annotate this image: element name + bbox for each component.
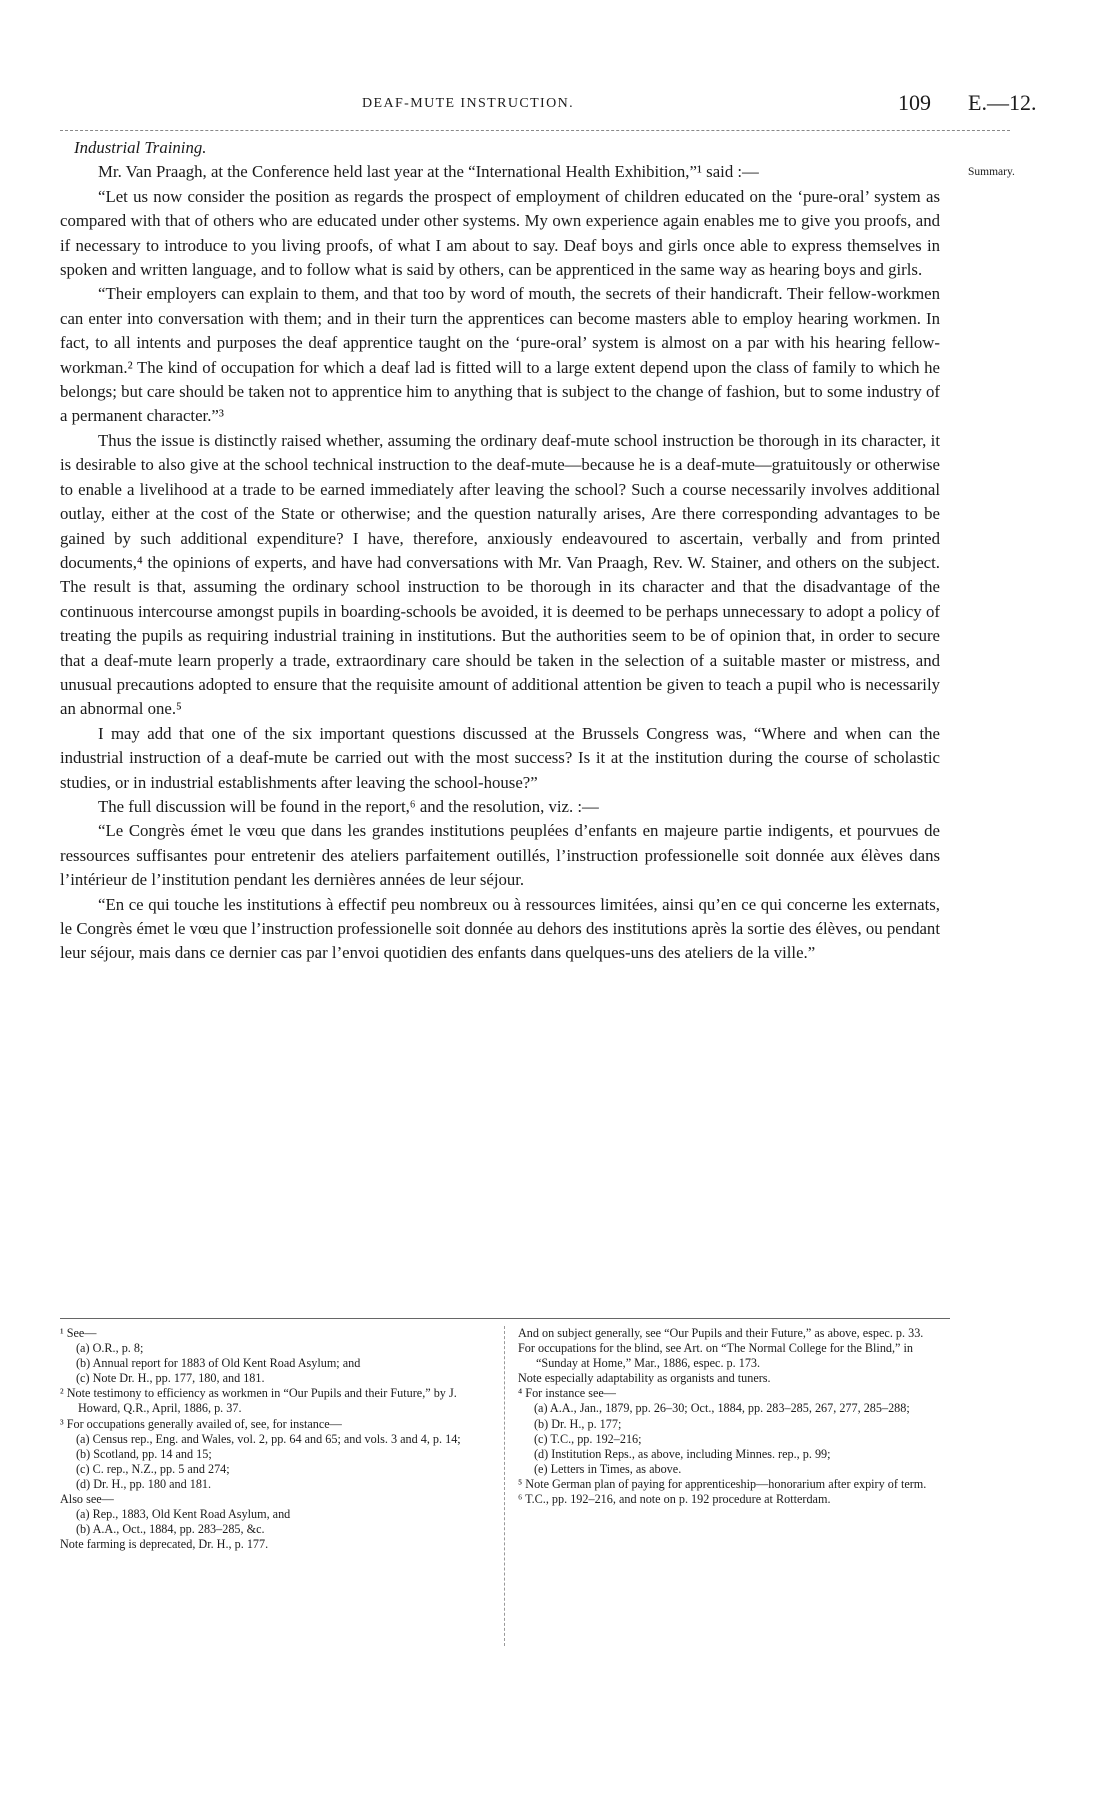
footnote-rule	[60, 1318, 950, 1319]
footnote: (a) Census rep., Eng. and Wales, vol. 2, pp. 64 and 65; and vols. 3 and 4, p. 14;	[76, 1431, 461, 1446]
footnote: ⁶ T.C., pp. 192–216, and note on p. 192 procedure at Rotterdam.	[518, 1492, 831, 1507]
footnote: (d) Dr. H., pp. 180 and 181.	[76, 1476, 212, 1491]
body-text	[60, 136, 940, 966]
footnote: Also see—	[60, 1492, 114, 1507]
running-header-title: DEAF-MUTE INSTRUCTION.	[362, 96, 575, 111]
footnote: (b) Scotland, pp. 14 and 15;	[76, 1446, 212, 1461]
paragraph: “Their employers can explain to them, and that too by word of mouth, the secrets of their handicraft. Their fellow-workmen can enter into conversation with them; and in their turn the apprentices can become masters able to employ hearing workmen. In fact, to all intents and purposes the deaf apprentice taught on the ‘pure-oral’ system is almost on a par with his hearing fellow-workman.² The kind of occupation for which a deaf lad is fitted will to a large extent depend upon the class of family to which he belongs; but care should be taken not to apprentice him to anything that is subject to the change of fashion, but to some industry of a permanent character.”³	[60, 284, 940, 426]
footnote: (e) Letters in Times, as above.	[534, 1461, 682, 1476]
footnote: (b) Annual report for 1883 of Old Kent Road Asylum; and	[76, 1356, 361, 1371]
footnote: (b) A.A., Oct., 1884, pp. 283–285, &c.	[76, 1522, 265, 1537]
footnote: (c) T.C., pp. 192–216;	[534, 1431, 642, 1446]
section-heading: Industrial Training.	[74, 138, 207, 157]
paragraph: Mr. Van Praagh, at the Conference held last year at the “International Health Exhibition,”¹ said :—	[98, 162, 759, 182]
footnote: Note farming is deprecated, Dr. H., p. 177.	[60, 1537, 269, 1552]
paragraph: “En ce qui touche les institutions à effectif peu nombreux ou à ressources limitées, ainsi qu’en ce qui concerne les externats, le Congrès émet le vœu que l’instruction professionelle soit donnée au dehors des institutions après la sortie des élèves, ou pendant leur séjour, mais dans ce dernier cas par l’envoi quotidien des enfants dans quelques-uns des ateliers de la ville.”	[60, 894, 940, 963]
header-rule	[60, 130, 1010, 131]
paragraph: The full discussion will be found in the report,⁶ and the resolution, viz. :—	[98, 796, 599, 816]
footnote: Note especially adaptability as organists and tuners.	[518, 1371, 771, 1386]
footnote: (c) C. rep., N.Z., pp. 5 and 274;	[76, 1461, 230, 1476]
footnotes-right	[518, 1326, 950, 1507]
footnote: (a) O.R., p. 8;	[76, 1341, 144, 1356]
footnote: ⁵ Note German plan of paying for apprenticeship—honorarium after expiry of term.	[518, 1476, 927, 1491]
paragraph: “Le Congrès émet le vœu que dans les grandes institutions peuplées d’enfants en majeure partie indigents, et pourvues de ressources suffisantes pour entretenir des ateliers parfaitement outillés, l’instruction professionelle soit donnée aux élèves dans l’intérieur de l’institution pendant les dernières années de leur séjour.	[60, 821, 940, 890]
footnote: ⁴ For instance see—	[518, 1386, 616, 1401]
footnote: (c) Note Dr. H., pp. 177, 180, and 181.	[76, 1371, 265, 1386]
footnote: ³ For occupations generally availed of, see, for instance—	[60, 1416, 342, 1431]
footnote: (b) Dr. H., p. 177;	[534, 1416, 622, 1431]
margin-note: Summary.	[968, 166, 1015, 178]
paragraph: Thus the issue is distinctly raised whether, assuming the ordinary deaf-mute school instruction be thorough in its character, it is desirable to also give at the school technical instruction to the deaf-mute—because he is a deaf-mute—gratuitously or otherwise to enable a livelihood at a trade to be earned immediately after leaving the school? Such a course necessarily involves additional outlay, either at the cost of the State or otherwise; and the question naturally arises, Are there corresponding advantages to be gained by such additional expenditure? I have, therefore, anxiously endeavoured to ascertain, verbally and from printed documents,⁴ the opinions of experts, and have had conversations with Mr. Van Praagh, Rev. W. Stainer, and others on the subject. The result is that, assuming the ordinary school instruction to be thorough in its character and that the disadvantage of the continuous intercourse amongst pupils in boarding-schools be avoided, it is deemed to be perhaps unnecessary to adopt a policy of treating the pupils as requiring industrial training in institutions. But the authorities seem to be of opinion that, in order to secure that a deaf-mute learn properly a trade, extraordinary care should be taken in the selection of a suitable master or mistress, and unusual precautions adopted to ensure that the requisite amount of additional attention be given to teach a pupil who is necessarily an abnormal one.⁵	[60, 430, 940, 719]
document-code: E.—12.	[968, 90, 1037, 115]
paragraph: I may add that one of the six important questions discussed at the Brussels Congress was, “Where and when can the industrial instruction of a deaf-mute be carried out with the most success? Is it at the institution during the course of scholastic studies, or in industrial establishments after leaving the school-house?”	[60, 723, 940, 792]
footnote: (a) Rep., 1883, Old Kent Road Asylum, and	[76, 1507, 291, 1522]
footnote: (a) A.A., Jan., 1879, pp. 26–30; Oct., 1884, pp. 283–285, 267, 277, 285–288;	[534, 1401, 910, 1416]
footnote: ¹ See—	[60, 1326, 97, 1340]
paragraph: “Let us now consider the position as regards the prospect of employment of children educated on the ‘pure-oral’ system as compared with that of others who are educated under other systems. My own experience again enables me to give you proofs, and if necessary to introduce to you living proofs, of what I am about to say. Deaf boys and girls once able to express themselves in spoken and written language, and to follow what is said by others, can be apprenticed in the same way as hearing boys and girls.	[60, 186, 940, 280]
page-number: 109	[898, 90, 931, 115]
footnote: (d) Institution Reps., as above, including Minnes. rep., p. 99;	[534, 1446, 831, 1461]
footnote: And on subject generally, see “Our Pupils and their Future,” as above, espec. p. 33.	[518, 1326, 924, 1340]
footnotes-left	[60, 1326, 496, 1552]
footnote: ² Note testimony to efficiency as workmen in “Our Pupils and their Future,” by J. Howard, Q.R., April, 1886, p. 37.	[60, 1386, 457, 1416]
footnote: For occupations for the blind, see Art. on “The Normal College for the Blind,” in “Sunday at Home,” Mar., 1886, espec. p. 173.	[518, 1341, 913, 1371]
footnote-column-separator	[504, 1326, 505, 1646]
